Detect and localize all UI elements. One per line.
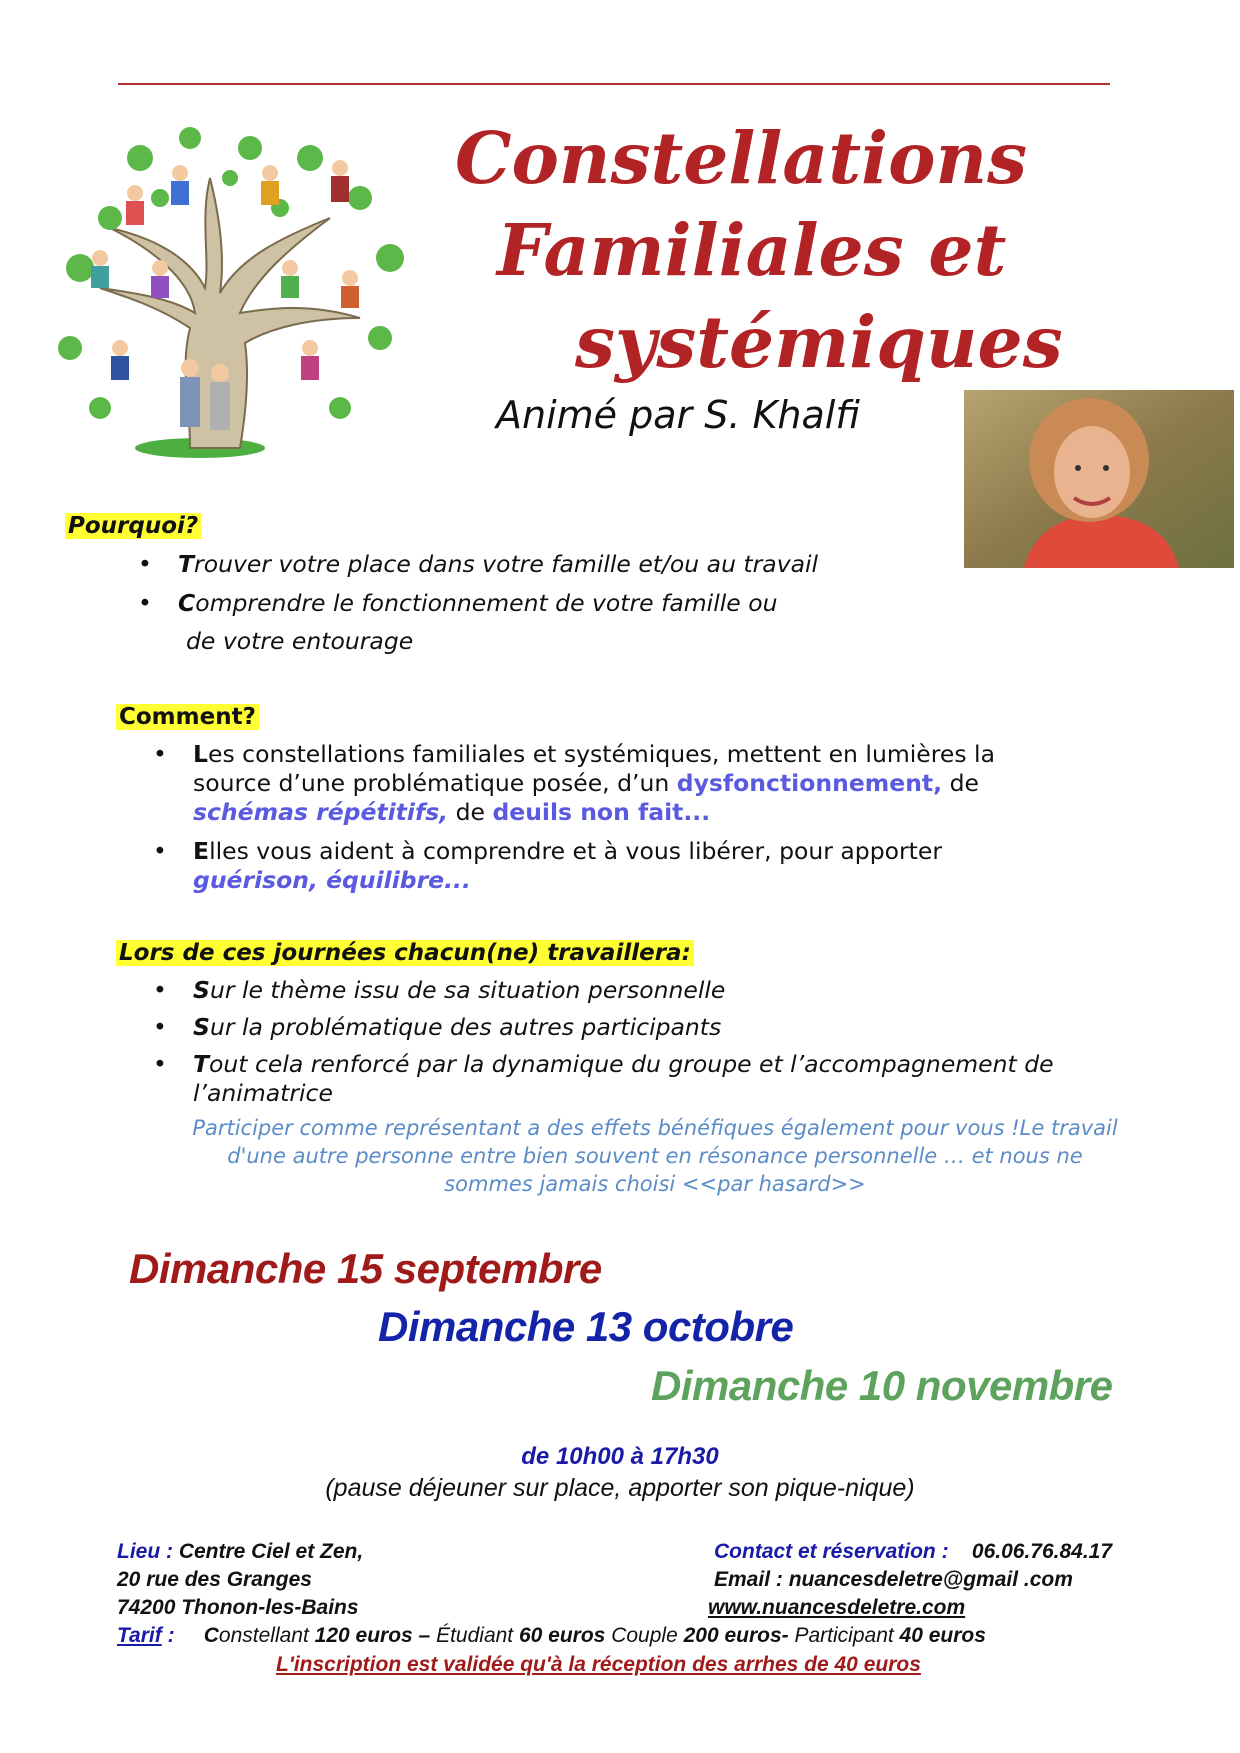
list-item: • Elles vous aident à comprendre et à vous libérer, pour apporter guérison, équilibre... — [193, 837, 1073, 895]
list-item: • Trouver votre place dans votre famille et/ou au travail — [178, 550, 918, 579]
date-october: Dimanche 13 octobre — [378, 1303, 794, 1350]
date-september: Dimanche 15 septembre — [129, 1245, 602, 1292]
title-line-2: Familiales et — [497, 208, 1007, 292]
top-rule — [118, 83, 1110, 85]
keyword-dysfonctionnement: dysfonctionnement, — [676, 769, 943, 797]
lors-list — [193, 976, 1123, 1108]
list-item: • Sur le thème issu de sa situation personnelle — [193, 976, 1123, 1005]
address-line-1: 20 rue des Granges — [117, 1568, 312, 1591]
family-tree-illustration — [40, 118, 420, 463]
hours: de 10h00 à 17h30 — [521, 1443, 719, 1470]
tarif: Tarif : Constellant 120 euros – Étudiant 60 euros Couple 200 euros- Participant 40 euros — [117, 1624, 986, 1647]
phone: 06.06.76.84.17 — [971, 1540, 1113, 1563]
contact-label: Contact et réservation : — [714, 1540, 949, 1563]
keyword-guerison: guérison, équilibre... — [193, 866, 471, 894]
list-item: • Tout cela renforcé par la dynamique du groupe et l’accompagnement de l’animatrice — [193, 1050, 1123, 1108]
address-line-2: 74200 Thonon-les-Bains — [117, 1596, 359, 1619]
keyword-deuils: deuils non fait... — [492, 798, 711, 826]
participant-note: Participer comme représentant a des effets bénéfiques également pour vous !Le travail d'une autre personne entre bien souvent en résonance personnelle … et nous ne sommes jamais choisi <<par hasard>> — [192, 1116, 1118, 1196]
title-line-3: systémiques — [575, 300, 1063, 384]
comment-list — [193, 740, 1073, 895]
list-item: • Sur la problématique des autres participants — [193, 1013, 1123, 1042]
heading-comment: Comment? — [116, 704, 259, 730]
title-line-1: Constellations — [455, 116, 1028, 200]
pourquoi-continuation: de votre entourage — [186, 627, 414, 655]
heading-pourquoi: Pourquoi? — [65, 513, 201, 539]
pourquoi-list — [178, 550, 918, 618]
date-november: Dimanche 10 novembre — [651, 1362, 1113, 1409]
inscription-note: L'inscription est validée qu'à la réception des arrhes de 40 euros — [276, 1653, 921, 1676]
lieu — [117, 1538, 363, 1566]
email[interactable]: Email : nuancesdeletre@gmail .com — [714, 1568, 1073, 1591]
keyword-schemas: schémas répétitifs, — [193, 798, 449, 826]
pause-note: (pause déjeuner sur place, apporter son pique-nique) — [325, 1474, 915, 1502]
website-link[interactable]: www.nuancesdeletre.com — [708, 1596, 966, 1619]
lieu-label: Lieu : — [117, 1540, 173, 1563]
heading-lors: Lors de ces journées chacun(ne) travaillera: — [116, 940, 694, 966]
list-item: • Comprendre le fonctionnement de votre famille ou — [178, 589, 918, 618]
lieu-name: Centre Ciel et Zen, — [173, 1540, 364, 1563]
list-item: • Les constellations familiales et systémiques, mettent en lumières la source d’une problématique posée, d’un dysfonctionnement, de schémas répétitifs, de deuils non fait... — [193, 740, 1073, 827]
subtitle: Animé par S. Khalfi — [496, 393, 860, 437]
facilitator-photo — [964, 390, 1234, 568]
contact — [714, 1538, 1112, 1566]
tarif-label: Tarif — [117, 1624, 162, 1647]
